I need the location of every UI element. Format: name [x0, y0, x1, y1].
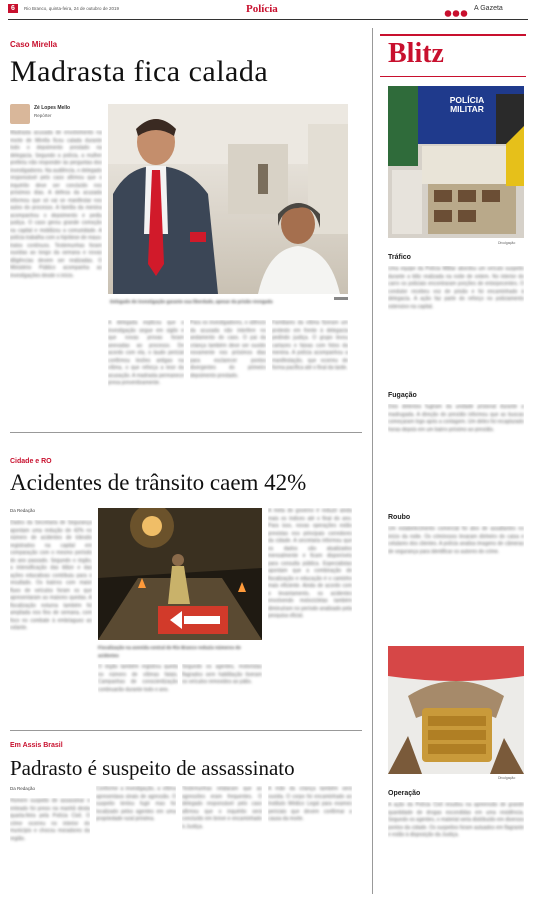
article-separator-2 — [10, 730, 362, 731]
article3-byline: Da Redação — [10, 786, 36, 791]
article2-headline: Acidentes de trânsito caem 42% — [10, 470, 307, 495]
sidebar-item3-body: Um estabelecimento comercial foi alvo de assaltantes no início da noite. Os criminosos levaram dinheiro do caixa e celulares dos clientes. A polícia analisa imagens de câmeras de segurança para identificar os autores do crime. — [388, 526, 524, 555]
column-divider — [372, 28, 373, 894]
article1-photo — [108, 104, 348, 294]
article3-body-col1: Homem suspeito de assassinar o enteado foi preso na manhã desta quarta-feira pela Polícia Civil. O crime ocorreu no interior do município e chocou moradores da região. — [10, 798, 90, 842]
article-separator-1 — [10, 432, 362, 433]
brand-name: A Gazeta — [474, 5, 503, 12]
byline-name: Zé Lopes Mello — [34, 105, 71, 111]
article2-body-col3: Segundo os agentes, motoristas flagrados sem habilitação tiveram os veículos removidos ao pátio. — [182, 664, 262, 685]
article1-body-col1: Madrasta acusada de envolvimento na morte de Mirella ficou calada durante todo o depoimento prestado na delegacia. Segundo a polícia, a mulher preferiu não responder às perguntas dos investigadores. Na audiência, o delegado responsável pelo caso afirmou que o inquérito deve ser concluído nos próximos dias. A defesa da acusada informou que só vai se manifestar nos autos do processo. A família da menina acompanhou o depoimento e pediu justiça. O caso gerou grande comoção na capital e mobilizou a comunidade. A polícia trabalha com a hipótese de maus-tratos contínuos. Testemunhas foram ouvidas ao longo da semana e novas diligências devem ser realizadas. O Ministério Público acompanha as investigações desde o início. — [10, 130, 102, 279]
article3-body-col3: Testemunhas relataram que as agressões eram frequentes. O delegado responsável pelo caso afirmou que o inquérito será concluído em breve e encaminhado à Justiça. — [182, 786, 262, 830]
article2-body-col1: Dados da Secretaria de Segurança apontam uma redução de 42% no número de acidentes de trânsito registrados na capital em comparação com o mesmo período do ano passado. Segundo o órgão, a intensificação das blitze e das ações educativas contribuiu para o resultado. Os bairros com maior fluxo de veículos foram os que apresentaram as maiores quedas. A fiscalização noturna também foi ampliada nos fins de semana, com foco no combate à embriaguez ao volante. — [10, 520, 92, 631]
article2-photo — [98, 508, 262, 640]
article3-headline: Padrasto é suspeito de assassinato — [10, 756, 295, 780]
sidebar-title-rule — [380, 76, 526, 77]
article2-byline: Da Redação — [10, 508, 36, 513]
article3-body-col2: Conforme a investigação, a vítima apresentava sinais de agressão. O suspeito tentou fugir mas foi localizado pelos agentes em uma propriedade rural próxima. — [96, 786, 176, 822]
sidebar-item4-heading: Operação — [388, 790, 421, 797]
sidebar-photo — [388, 86, 524, 238]
sidebar-item2-body: Dois detentos fugiram da unidade prisional durante a madrugada. A direção do presídio informou que as buscas começaram logo após a contagem. Um deles foi recapturado horas depois em um bairro próximo ao presídio. — [388, 404, 524, 433]
page-header — [8, 3, 528, 19]
sidebar-title: Blitz — [388, 38, 444, 69]
dateline: Rio Branco, quinta-feira, 24 de outubro de 2019 — [24, 6, 120, 11]
article3-body-col4: A mãe da criança também será ouvida. O corpo foi encaminhado ao Instituto Médico Legal para exames periciais que devem confirmar a causa da morte. — [268, 786, 352, 822]
section-title: Polícia — [246, 3, 278, 15]
byline-avatar — [10, 104, 30, 124]
sidebar-photo-sign: POLÍCIA MILITAR — [449, 95, 485, 114]
article1-body-col2: A delegada explicou que a investigação segue em sigilo e que novas provas foram anexadas ao processo. De acordo com ela, o laudo pericial confirmou lesões antigas na vítima, o que reforça a tese da acusação. A madrasta permanece presa preventivamente. — [108, 320, 184, 386]
article2-kicker: Cidade e RO — [10, 458, 52, 465]
sidebar-item3-heading: Roubo — [388, 514, 411, 521]
sidebar-item1-heading: Tráfico — [388, 254, 411, 261]
sidebar-photo2-credit: Divulgação — [498, 776, 516, 780]
sidebar-top-rule — [380, 34, 526, 36]
article1-kicker: Caso Mirella — [10, 40, 58, 49]
article2-photo-caption: Fiscalização na avenida central de Rio Branco reduziu números de acidentes — [98, 645, 241, 658]
sidebar-item2-heading: Fugação — [388, 392, 417, 399]
header-rule — [8, 19, 528, 20]
byline-role: Repórter — [34, 113, 52, 118]
article3-kicker: Em Assis Brasil — [10, 742, 63, 749]
page-number: 6 — [8, 4, 18, 13]
sidebar-item4-body: A ação da Polícia Civil resultou na apreensão de grande quantidade de drogas escondidas em uma residência. Segundo os agentes, o material seria distribuído em diversos pontos da cidade. Os suspeitos foram autuados em flagrante e estão à disposição da Justiça. — [388, 802, 524, 838]
brand-dots-icon — [444, 5, 470, 23]
sidebar-item1-body: Uma equipe da Polícia Militar abordou um veículo suspeito durante a blitz realizada na noite de ontem. No interior do carro os policiais encontraram porções de entorpecentes. O condutor recebeu voz de prisão e foi encaminhado à delegacia. A ação faz parte do reforço no policiamento ostensivo na capital. — [388, 266, 524, 310]
article1-photo-caption: Delegado de investigação garante sua liberdade, apesar da prisão revogada — [110, 299, 273, 304]
article1-body-col3: Para os investigadores, o silêncio da acusada não interfere no andamento do caso. O pai da criança também deve ser ouvido novamente nos próximos dias para esclarecer pontos divergentes do primeiro depoimento prestado. — [190, 320, 266, 379]
sidebar-photo2 — [388, 646, 524, 774]
sidebar-photo-credit: Divulgação — [498, 241, 516, 245]
article1-body-col4: Familiares da vítima fizeram um protesto em frente à delegacia pedindo justiça. O grupo levou cartazes e faixas com fotos da menina. A polícia acompanhou a manifestação, que ocorreu de forma pacífica até o final da tarde. — [272, 320, 348, 371]
article1-headline: Madrasta fica calada — [10, 55, 269, 88]
article2-body-col4: A meta do governo é reduzir ainda mais os índices até o final do ano. Para isso, novas operações estão previstas nos principais corredores da cidade. A secretaria informou que os dados são atualizados mensalmente e ficam disponíveis para consulta pública. Especialistas apontam que a combinação de fiscalização e educação é o caminho mais eficiente. Ainda de acordo com o levantamento, os acidentes envolvendo motocicletas também diminuíram no período analisado pela pesquisa oficial. — [268, 508, 352, 619]
article2-body-col2: O órgão também registrou queda no número de vítimas fatais. Campanhas de conscientização continuarão durante todo o ano. — [98, 664, 178, 693]
